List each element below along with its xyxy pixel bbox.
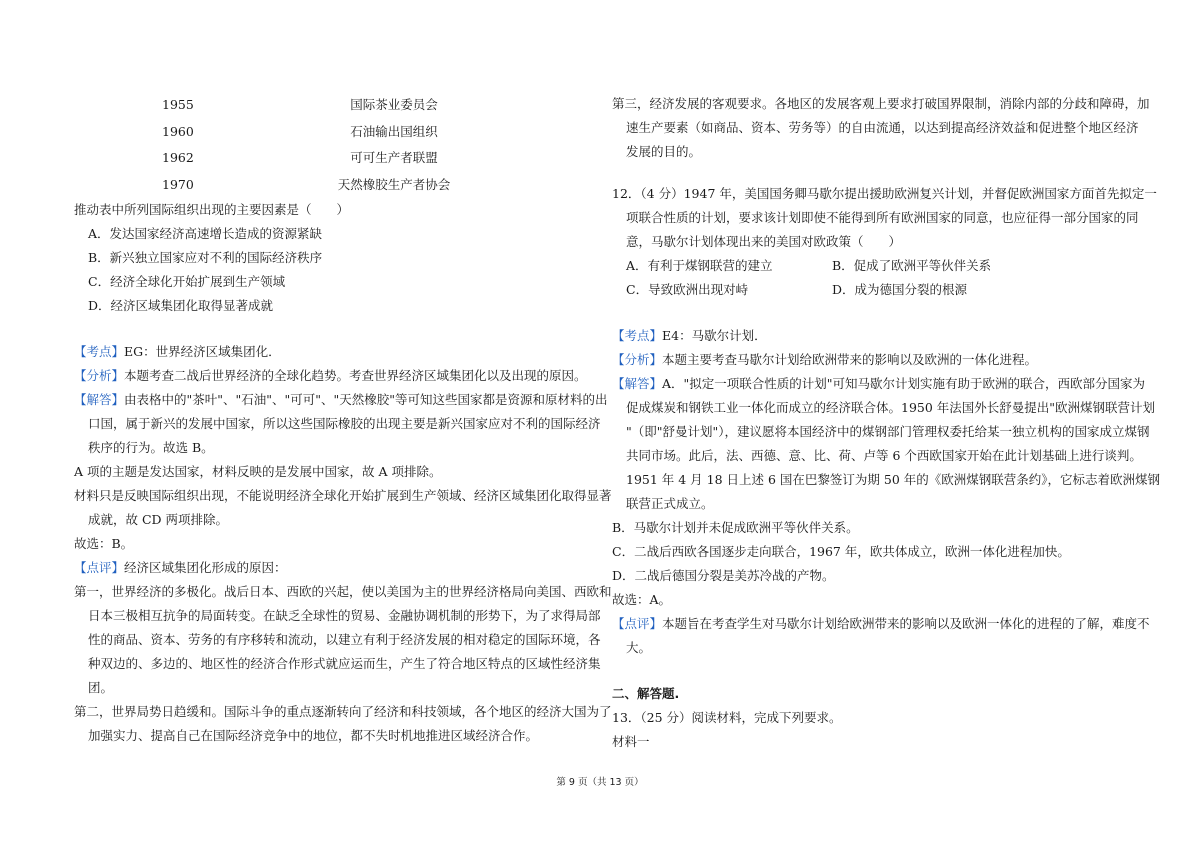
reason-line: 团。 <box>88 680 114 695</box>
jieda-line: 由表格中的"茶叶"、"石油"、"可可"、"天然橡胶"等可知这些国家都是资源和原材料的出 <box>124 392 608 407</box>
page-footer: 第 9 页（共 13 页） <box>556 777 644 788</box>
q11-jieda <box>74 388 608 412</box>
table-year: 1955 <box>162 97 194 112</box>
q12-fenxi <box>612 348 1132 372</box>
extra-line: C．二战后西欧各国逐步走向联合，1967 年，欧共体成立，欧洲一体化进程加快。 <box>612 544 1070 559</box>
jieda-tag: 【解答】 <box>74 392 125 407</box>
reason-line: 第二，世界局势日趋缓和。国际斗争的重点逐渐转向了经济和科技领域，各个地区的经济大国为了 <box>74 704 612 719</box>
jieda-line: 口国，属于新兴的发展中国家，所以这些国际橡胶的出现主要是新兴国家应对不利的国际经济 <box>88 416 601 431</box>
table-org: 可可生产者联盟 <box>350 150 438 165</box>
jieda-line: A．"拟定一项联合性质的计划"可知马歇尔计划实施有助于欧洲的联合，西欧部分国家为 <box>662 376 1146 391</box>
extra-line: D．二战后德国分裂是美苏冷战的产物。 <box>612 568 835 583</box>
reason-line: 速生产要素（如商品、资本、劳务等）的自由流通，以达到提高经济效益和促进整个地区经济 <box>626 120 1139 135</box>
kaodian-tag: 【考点】 <box>612 328 663 343</box>
q11-kaodian <box>74 340 574 364</box>
dianping-text: 经济区域集团化形成的原因： <box>124 560 287 575</box>
q11-option-a: A．发达国家经济高速增长造成的资源紧缺 <box>88 226 323 241</box>
q11-dianping <box>74 556 574 580</box>
material-label: 材料一 <box>612 734 650 749</box>
jieda-tag: 【解答】 <box>612 376 663 391</box>
section-title: 二、解答题. <box>612 686 680 701</box>
dianping-text: 本题旨在考查学生对马歇尔计划给欧洲带来的影响以及欧洲一体化的进程的了解，难度不 <box>662 616 1150 631</box>
reason-line: 种双边的、多边的、地区性的经济合作形式就应运而生，产生了符合地区特点的区域性经济集 <box>88 656 601 671</box>
table-row <box>74 145 574 172</box>
reason-line: 加强实力、提高自己在国际经济竞争中的地位，都不失时机地推进区域经济合作。 <box>88 728 539 743</box>
q12-stem-line: 项联合性质的计划，要求该计划即使不能得到所有欧洲国家的同意，也应征得一部分国家的同 <box>626 210 1139 225</box>
right-column <box>612 92 1161 754</box>
jieda-line: 联营正式成立。 <box>626 496 714 511</box>
q12-option-d: D．成为德国分裂的根源 <box>832 282 968 297</box>
spacer <box>612 302 1132 324</box>
table-year: 1960 <box>162 123 194 139</box>
q13-stem: 13．（25 分）阅读材料，完成下列要求。 <box>612 710 842 725</box>
jieda-line: "（即"舒曼计划"），建议愿将本国经济中的煤钢部门管理权委托给某一独立机构的国家成立煤钢 <box>626 424 1150 439</box>
jieda-line: 促成煤炭和钢铁工业一体化而成立的经济联合体。1950 年法国外长舒曼提出"欧洲煤钢联营计划 <box>626 400 1156 415</box>
spacer <box>612 164 1132 182</box>
table-org: 国际茶业委员会 <box>350 97 438 112</box>
table-year: 1962 <box>162 150 194 165</box>
spacer <box>74 318 574 340</box>
reason-line: 日本三极相互抗争的局面转变。在缺乏全球性的贸易、金融协调机制的形势下，为了求得局部 <box>88 608 601 623</box>
answer-line: 故选：A。 <box>612 592 672 607</box>
kaodian-tag: 【考点】 <box>74 344 125 359</box>
extra-line: A 项的主题是发达国家，材料反映的是发展中国家，故 A 项排除。 <box>74 464 442 479</box>
kaodian-text: EG：世界经济区域集团化． <box>124 344 281 359</box>
table-row <box>74 92 574 119</box>
jieda-line: 秩序的行为。故选 B。 <box>88 440 214 455</box>
q12-jieda <box>612 372 1146 396</box>
jieda-line: 1951 年 4 月 18 日上述 6 国在巴黎签订为期 50 年的《欧洲煤钢联营条约》，它标志着欧洲煤钢 <box>626 472 1161 487</box>
spacer <box>612 660 1132 682</box>
left-column <box>74 92 612 748</box>
extra-line: 成就，故 CD 两项排除。 <box>88 512 229 527</box>
q11-stem: 推动表中所列国际组织出现的主要因素是（ ） <box>74 202 350 217</box>
reason-line: 性的商品、资本、劳务的有序移转和流动，以建立有利于经济发展的相对稳定的国际环境，各 <box>88 632 601 647</box>
q12-stem-line: 意，马歇尔计划体现出来的美国对欧政策（ ） <box>626 234 902 249</box>
fenxi-text: 本题考查二战后世界经济的全球化趋势。考查世界经济区域集团化以及出现的原因。 <box>124 368 587 383</box>
reason-line: 第一，世界经济的多极化。战后日本、西欧的兴起，使以美国为主的世界经济格局向美国、西欧和 <box>74 584 612 599</box>
q11-option-d: D．经济区域集团化取得显著成就 <box>88 298 274 313</box>
org-table <box>74 92 574 198</box>
table-year: 1970 <box>162 176 194 192</box>
q12-dianping <box>612 612 1150 636</box>
q12-stem-line: 12．（4 分）1947 年，美国国务卿马歇尔提出援助欧洲复兴计划，并督促欧洲国家方面首先拟定一 <box>612 186 1157 201</box>
fenxi-tag: 【分析】 <box>612 352 663 367</box>
fenxi-tag: 【分析】 <box>74 368 125 383</box>
q12-options-row <box>612 254 1132 278</box>
reason-line: 第三，经济发展的客观要求。各地区的发展客观上要求打破国界限制，消除内部的分歧和障碍，加 <box>612 96 1150 111</box>
dianping-line: 大。 <box>626 640 652 655</box>
q12-option-a: A．有利于煤钢联营的建立 <box>626 258 773 273</box>
q12-option-c: C．导致欧洲出现对峙 <box>626 282 749 297</box>
q11-option-c: C．经济全球化开始扩展到生产领域 <box>88 274 286 289</box>
q12-option-b: B．促成了欧洲平等伙伴关系 <box>832 258 992 273</box>
extra-line: B．马歇尔计划并未促成欧洲平等伙伴关系。 <box>612 520 859 535</box>
reason-line: 发展的目的。 <box>626 144 702 159</box>
kaodian-text: E4：马歇尔计划． <box>662 328 767 343</box>
extra-line: 材料只是反映国际组织出现，不能说明经济全球化开始扩展到生产领域、经济区域集团化取得显著 <box>74 488 612 503</box>
q11-option-b: B．新兴独立国家应对不利的国际经济秩序 <box>88 250 323 265</box>
q12-options-row <box>612 278 1132 302</box>
table-org: 天然橡胶生产者协会 <box>337 176 451 192</box>
table-org: 石油输出国组织 <box>350 123 438 139</box>
dianping-tag: 【点评】 <box>74 560 125 575</box>
jieda-line: 共同市场。此后，法、西德、意、比、荷、卢等 6 个西欧国家开始在此计划基础上进行谈判。 <box>626 448 1142 463</box>
q12-kaodian <box>612 324 1132 348</box>
answer-line: 故选：B。 <box>74 536 134 551</box>
fenxi-text: 本题主要考查马歇尔计划给欧洲带来的影响以及欧洲的一体化进程。 <box>662 352 1038 367</box>
q11-fenxi <box>74 364 587 388</box>
table-row <box>74 172 574 199</box>
table-row <box>74 119 574 146</box>
dianping-tag: 【点评】 <box>612 616 663 631</box>
